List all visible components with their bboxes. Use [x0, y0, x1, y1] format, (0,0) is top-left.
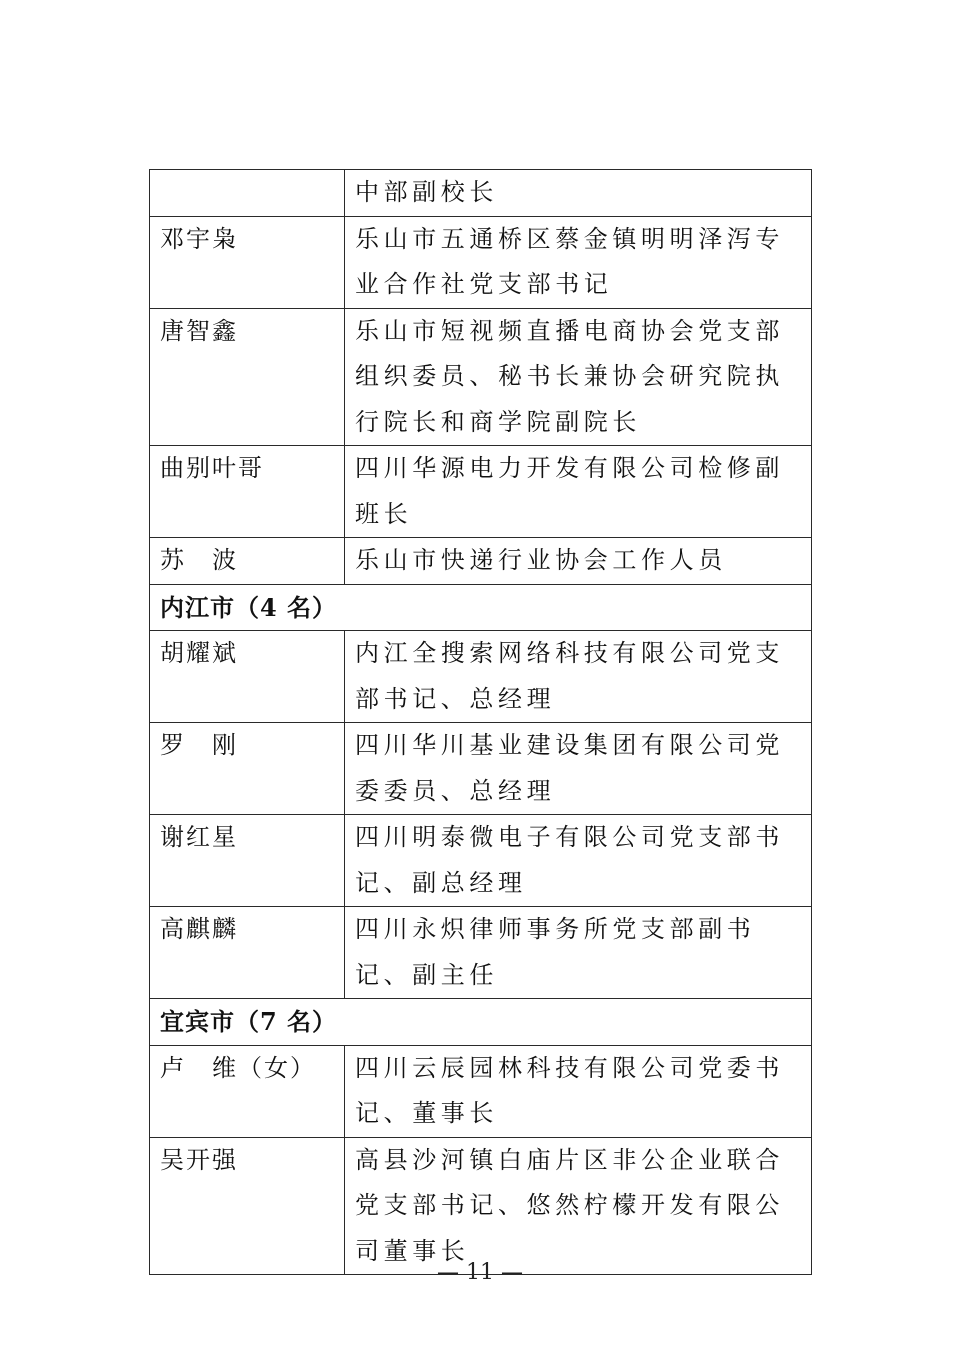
person-name: 罗 刚 — [150, 723, 345, 815]
person-name: 唐智鑫 — [150, 308, 345, 446]
section-label: 宜宾市（7 名） — [150, 999, 812, 1046]
table-row — [150, 216, 812, 308]
table-row — [150, 631, 812, 723]
person-name: 曲别叶哥 — [150, 446, 345, 538]
person-name: 卢 维（女） — [150, 1045, 345, 1137]
person-title: 乐山市快递行业协会工作人员 — [345, 538, 812, 585]
page-number: — 11 — — [437, 1260, 523, 1285]
person-name: 苏 波 — [150, 538, 345, 585]
person-title: 四川华川基业建设集团有限公司党委委员、总经理 — [345, 723, 812, 815]
section-header-neijiang — [150, 584, 812, 631]
person-title: 中部副校长 — [345, 170, 812, 217]
person-name: 谢红星 — [150, 815, 345, 907]
person-title: 四川云辰园林科技有限公司党委书记、董事长 — [345, 1045, 812, 1137]
person-name: 邓宇枭 — [150, 216, 345, 308]
person-title: 四川明泰微电子有限公司党支部书记、副总经理 — [345, 815, 812, 907]
person-title: 乐山市五通桥区蔡金镇明明泽泻专业合作社党支部书记 — [345, 216, 812, 308]
person-title: 四川华源电力开发有限公司检修副班长 — [345, 446, 812, 538]
person-name: 高麒麟 — [150, 907, 345, 999]
section-label: 内江市（4 名） — [150, 584, 812, 631]
table-row — [150, 1137, 812, 1275]
table-row — [150, 723, 812, 815]
person-name: 吴开强 — [150, 1137, 345, 1275]
table-row — [150, 1045, 812, 1137]
person-name — [150, 170, 345, 217]
roster-table — [149, 169, 812, 1275]
table-row — [150, 815, 812, 907]
table-row — [150, 538, 812, 585]
person-name: 胡耀斌 — [150, 631, 345, 723]
person-title: 乐山市短视频直播电商协会党支部组织委员、秘书长兼协会研究院执行院长和商学院副院长 — [345, 308, 812, 446]
person-title: 高县沙河镇白庙片区非公企业联合党支部书记、悠然柠檬开发有限公司董事长 — [345, 1137, 812, 1275]
table-row — [150, 170, 812, 217]
person-title: 四川永炽律师事务所党支部副书记、副主任 — [345, 907, 812, 999]
table-row — [150, 308, 812, 446]
person-title: 内江全搜索网络科技有限公司党支部书记、总经理 — [345, 631, 812, 723]
table-row — [150, 907, 812, 999]
table-row — [150, 446, 812, 538]
section-header-yibin — [150, 999, 812, 1046]
